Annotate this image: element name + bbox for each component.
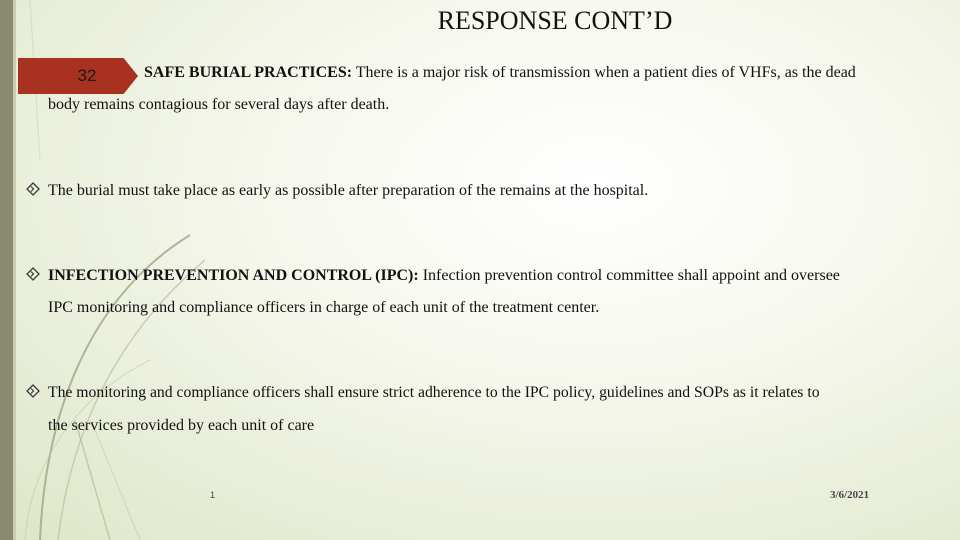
- footer-date: 3/6/2021: [830, 489, 870, 501]
- diamond-arrow-icon: [26, 267, 40, 281]
- ipc-heading: INFECTION PREVENTION AND CONTROL (IPC):: [48, 267, 419, 284]
- footer-page-number: 1: [210, 490, 216, 500]
- ipc-paragraph-cont: IPC monitoring and compliance officers in charge of each unit of the treatment center.: [48, 299, 600, 316]
- safe-burial-paragraph-cont: body remains contagious for several days after death.: [48, 96, 390, 113]
- left-accent-bar: [0, 0, 13, 540]
- left-accent-stripe: [13, 0, 16, 540]
- diamond-arrow-icon: [26, 384, 40, 398]
- safe-burial-paragraph: [144, 56, 954, 89]
- safe-burial-text: There is a major risk of transmission when a patient dies of VHFs, as the dead: [352, 64, 856, 81]
- monitoring-paragraph: The monitoring and compliance officers shall ensure strict adherence to the IPC policy, guidelines and SOPs as it relates to: [48, 384, 820, 401]
- ipc-text: Infection prevention control committee shall appoint and oversee: [418, 267, 840, 284]
- slide-number: 32: [77, 66, 97, 85]
- burial-timing-paragraph: The burial must take place as early as possible after preparation of the remains at the hospital.: [48, 182, 649, 199]
- slide-title: RESPONSE CONT’D: [437, 6, 673, 35]
- diamond-arrow-icon: [26, 182, 40, 196]
- monitoring-paragraph-cont: the services provided by each unit of care: [48, 417, 315, 434]
- safe-burial-heading: SAFE BURIAL PRACTICES:: [144, 64, 353, 81]
- ipc-paragraph: [48, 259, 953, 292]
